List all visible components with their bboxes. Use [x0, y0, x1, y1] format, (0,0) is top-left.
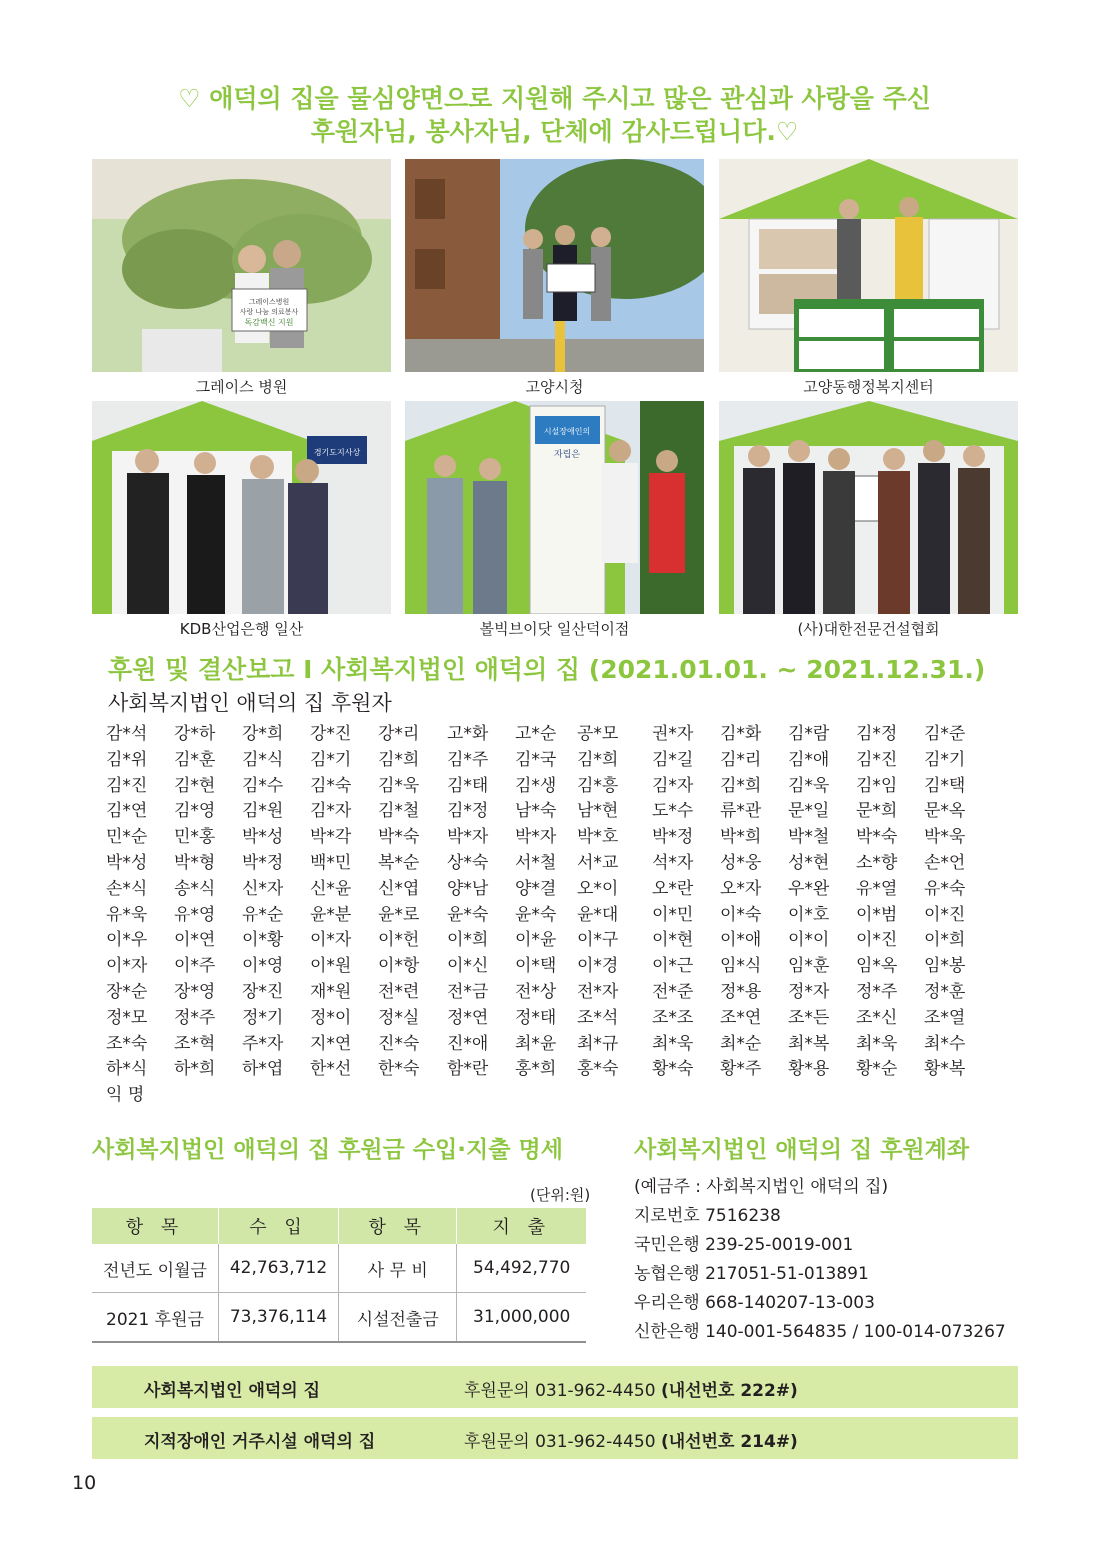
- cell: 2021 후원금: [92, 1293, 218, 1343]
- col-header: 항 목: [339, 1208, 457, 1244]
- donor-name: 정*이: [310, 1007, 352, 1028]
- donor-name: 김*숙: [310, 775, 352, 796]
- donor-name: 윤*분: [310, 904, 352, 925]
- photo-goyang-city-hall: [405, 159, 704, 372]
- donor-name: 조*조: [652, 1007, 694, 1028]
- cell: 73,376,114: [218, 1293, 338, 1343]
- account-line: 농협은행 217051-51-013891: [634, 1264, 869, 1284]
- donor-name: 이*황: [242, 930, 284, 951]
- cell: 31,000,000: [457, 1293, 586, 1343]
- donor-name: 권*자: [652, 724, 694, 744]
- svg-text:시설장애인의: 시설장애인의: [543, 427, 591, 436]
- donor-name: 임*봉: [924, 956, 966, 977]
- donor-name: 김*현: [174, 775, 216, 796]
- contact-org: 지적장애인 거주시설 애덕의 집: [144, 1432, 376, 1452]
- donor-name: 김*람: [788, 724, 830, 744]
- donor-name: 최*수: [924, 1033, 966, 1054]
- donor-name: 윤*로: [378, 904, 420, 925]
- donor-name: 신*윤: [310, 878, 352, 899]
- donor-name: 이*원: [310, 956, 352, 977]
- svg-text:그레이스병원: 그레이스병원: [248, 298, 290, 306]
- donor-name: 박*숙: [856, 827, 898, 848]
- donor-name: 성*웅: [720, 853, 762, 873]
- donor-name: 박*철: [788, 827, 830, 848]
- donor-name: 정*주: [856, 982, 898, 1002]
- donor-name: 황*주: [720, 1059, 762, 1080]
- donor-name: 전*련: [378, 982, 420, 1002]
- donor-name: 상*숙: [447, 853, 489, 873]
- donor-name: 박*자: [515, 827, 557, 848]
- donor-name: 손*언: [924, 853, 966, 873]
- donor-name: 박*자: [447, 827, 489, 848]
- donor-name: 하*엽: [242, 1059, 284, 1080]
- donor-name: 김*주: [447, 749, 489, 770]
- donor-name: 김*영: [174, 801, 216, 822]
- donor-name: 최*욱: [652, 1033, 694, 1054]
- donor-name: 지*연: [310, 1033, 352, 1054]
- svg-text:경기도지사상: 경기도지사상: [313, 448, 361, 457]
- finance-table: [92, 1208, 586, 1343]
- donor-name: 양*남: [447, 878, 489, 899]
- donor-name: 김*태: [447, 775, 489, 796]
- donor-name: 강*리: [378, 724, 420, 744]
- donor-name: 김*진: [856, 749, 898, 770]
- donor-name: 전*금: [447, 982, 489, 1002]
- donor-name: 고*화: [447, 724, 489, 744]
- donor-name: 김*연: [106, 801, 148, 822]
- donor-name: 진*숙: [378, 1033, 420, 1054]
- donor-name: 김*수: [242, 775, 284, 796]
- donor-name: 김*진: [106, 775, 148, 796]
- contact-inquiry: 후원문의 031-962-4450: [464, 1432, 656, 1452]
- donor-name: 재*원: [310, 982, 352, 1002]
- donor-name: 문*희: [856, 801, 898, 822]
- donor-name: 최*윤: [515, 1033, 557, 1054]
- donor-name: 하*식: [106, 1059, 148, 1080]
- donor-name: 이*헌: [378, 930, 420, 951]
- donor-name: 손*식: [106, 878, 148, 899]
- photo-goyang-dong-center: [719, 159, 1018, 372]
- donor-name: 민*홍: [174, 827, 216, 848]
- account-title: 사회복지법인 애덕의 집 후원계좌: [634, 1137, 970, 1163]
- cell: 42,763,712: [218, 1244, 338, 1293]
- donor-name: 전*준: [652, 982, 694, 1002]
- photo-caption: 고양시청: [525, 378, 584, 396]
- donor-name: 이*희: [924, 930, 966, 951]
- donor-name: 감*석: [106, 724, 148, 744]
- donor-name: 김*정: [856, 724, 898, 744]
- donor-name: 이*자: [310, 930, 352, 951]
- donor-name: 김*자: [652, 775, 694, 796]
- donor-name: 오*자: [720, 878, 762, 899]
- donor-name: 전*자: [577, 982, 619, 1002]
- donor-name: 성*현: [788, 853, 830, 873]
- donor-name: 정*실: [378, 1007, 420, 1028]
- donor-name: 김*욱: [788, 775, 830, 796]
- donor-name: 도*수: [652, 801, 694, 822]
- donor-name: 이*숙: [720, 904, 762, 925]
- donor-name: 이*애: [720, 930, 762, 951]
- donor-name: 서*철: [515, 853, 557, 873]
- table-row: [92, 1293, 586, 1343]
- finance-header-row: [92, 1208, 586, 1244]
- donor-name: 김*희: [378, 749, 420, 770]
- donor-name: 김*화: [720, 724, 762, 744]
- donor-name: 남*숙: [515, 801, 557, 822]
- cell: 사 무 비: [339, 1244, 457, 1293]
- donor-name: 오*이: [577, 878, 619, 899]
- donor-name: 이*영: [242, 956, 284, 977]
- donor-name: 홍*희: [515, 1059, 557, 1080]
- photo-kdb-bank: [92, 401, 391, 614]
- donor-name: 김*흥: [577, 775, 619, 796]
- donor-name: 임*훈: [788, 956, 830, 977]
- donor-name: 김*기: [310, 749, 352, 770]
- donor-name: 한*선: [310, 1059, 352, 1080]
- donor-name: 김*생: [515, 775, 557, 796]
- donor-name: 최*순: [720, 1033, 762, 1054]
- unit-label: (단위:원): [530, 1186, 591, 1204]
- contact-extension: (내선번호 222#): [660, 1381, 798, 1401]
- donor-name: 전*상: [515, 982, 557, 1002]
- donor-name: 이*우: [106, 930, 148, 951]
- donor-name: 장*순: [106, 982, 148, 1002]
- donor-name: 석*자: [652, 853, 694, 873]
- donor-name: 이*연: [174, 930, 216, 951]
- table-row: [92, 1244, 586, 1293]
- donor-name: 문*일: [788, 801, 830, 822]
- donor-name: 황*복: [924, 1059, 966, 1080]
- donor-name: 김*훈: [174, 749, 216, 770]
- donor-name: 유*영: [174, 904, 216, 925]
- cell: 전년도 이월금: [92, 1244, 218, 1293]
- contact-bar: [92, 1417, 1018, 1459]
- donor-name: 박*희: [720, 827, 762, 848]
- cell: 시설전출금: [339, 1293, 457, 1343]
- donor-name: 김*국: [515, 749, 557, 770]
- thanks-headline-line1: ♡ 애덕의 집을 물심양면으로 지원해 주시고 많은 관심과 사랑을 주신: [178, 84, 931, 113]
- photo-caption: 볼빅브이닷 일산덕이점: [479, 620, 630, 638]
- donor-name: 김*택: [924, 775, 966, 796]
- contact-inquiry: 후원문의 031-962-4450: [464, 1381, 656, 1401]
- donor-name: 익 명: [106, 1085, 145, 1106]
- photo-construction-association: [719, 401, 1018, 614]
- donor-name: 남*현: [577, 801, 619, 822]
- donor-name: 황*용: [788, 1059, 830, 1080]
- donor-name: 이*경: [577, 956, 619, 977]
- donor-name: 김*임: [856, 775, 898, 796]
- contact-org: 사회복지법인 애덕의 집: [144, 1381, 321, 1401]
- donor-name: 이*신: [447, 956, 489, 977]
- donor-name: 조*든: [788, 1007, 830, 1028]
- donor-list-subtitle: 사회복지법인 애덕의 집 후원자: [108, 691, 392, 715]
- donor-name: 박*욱: [924, 827, 966, 848]
- donor-name: 김*길: [652, 749, 694, 770]
- contact-extension: (내선번호 214#): [660, 1432, 798, 1452]
- finance-title: 사회복지법인 애덕의 집 후원금 수입·지출 명세: [92, 1137, 563, 1163]
- donor-name: 박*정: [242, 853, 284, 873]
- account-line: 우리은행 668-140207-13-003: [634, 1293, 875, 1313]
- donor-name: 박*숙: [378, 827, 420, 848]
- donor-name: 유*욱: [106, 904, 148, 925]
- donor-name: 문*옥: [924, 801, 966, 822]
- donor-name: 김*리: [720, 749, 762, 770]
- col-header: 지 출: [457, 1208, 586, 1244]
- donor-name: 최*복: [788, 1033, 830, 1054]
- donor-name: 강*하: [174, 724, 216, 744]
- donor-name: 강*희: [242, 724, 284, 744]
- photo-caption: 그레이스 병원: [195, 378, 288, 396]
- account-holder: (예금주 : 사회복지법인 애덕의 집): [634, 1177, 889, 1197]
- donor-name: 공*모: [577, 724, 619, 744]
- donor-name: 김*희: [720, 775, 762, 796]
- donor-name: 장*진: [242, 982, 284, 1002]
- donor-name: 류*관: [720, 801, 762, 822]
- donor-name: 조*석: [577, 1007, 619, 1028]
- donor-name: 박*각: [310, 827, 352, 848]
- donor-name: 하*희: [174, 1059, 216, 1080]
- donor-name: 서*교: [577, 853, 619, 873]
- contact-phone: [464, 1427, 798, 1452]
- cell: 54,492,770: [457, 1244, 586, 1293]
- donor-name: 김*욱: [378, 775, 420, 796]
- donor-name: 신*자: [242, 878, 284, 899]
- donor-name: 고*순: [515, 724, 557, 744]
- donor-name: 진*애: [447, 1033, 489, 1054]
- contact-bar: [92, 1366, 1018, 1408]
- donor-name: 조*신: [856, 1007, 898, 1028]
- donor-name: 양*결: [515, 878, 557, 899]
- donor-name: 박*정: [652, 827, 694, 848]
- donor-name: 유*열: [856, 878, 898, 899]
- donor-name: 유*숙: [924, 878, 966, 899]
- photo-grace-hospital: [92, 159, 391, 372]
- donor-name: 민*순: [106, 827, 148, 848]
- donor-name: 황*순: [856, 1059, 898, 1080]
- donor-name: 정*기: [242, 1007, 284, 1028]
- donor-name: 강*진: [310, 724, 352, 744]
- photo-caption: KDB산업은행 일산: [179, 620, 304, 638]
- donor-name: 이*주: [174, 956, 216, 977]
- donor-name: 최*욱: [856, 1033, 898, 1054]
- donor-name: 한*숙: [378, 1059, 420, 1080]
- donor-name: 정*연: [447, 1007, 489, 1028]
- donor-name: 정*태: [515, 1007, 557, 1028]
- donor-name: 이*항: [378, 956, 420, 977]
- donor-name: 박*성: [242, 827, 284, 848]
- donor-name: 조*열: [924, 1007, 966, 1028]
- donor-name: 신*엽: [378, 878, 420, 899]
- account-line: 신한은행 140-001-564835 / 100-014-073267: [634, 1322, 1006, 1342]
- donor-name: 이*호: [788, 904, 830, 925]
- donor-name: 이*희: [447, 930, 489, 951]
- donor-name: 임*옥: [856, 956, 898, 977]
- donor-name: 김*식: [242, 749, 284, 770]
- donor-name: 이*범: [856, 904, 898, 925]
- donor-name: 이*진: [924, 904, 966, 925]
- donor-name: 윤*숙: [447, 904, 489, 925]
- donor-name: 김*정: [447, 801, 489, 822]
- donor-name: 김*애: [788, 749, 830, 770]
- donor-name: 조*숙: [106, 1033, 148, 1054]
- account-line: 지로번호 7516238: [634, 1206, 781, 1226]
- donor-name: 소*향: [856, 853, 898, 873]
- donor-name: 홍*숙: [577, 1059, 619, 1080]
- donor-name: 정*자: [788, 982, 830, 1002]
- donor-name: 정*용: [720, 982, 762, 1002]
- donor-name: 김*위: [106, 749, 148, 770]
- donor-name: 최*규: [577, 1033, 619, 1054]
- donor-name: 장*영: [174, 982, 216, 1002]
- donor-name: 황*숙: [652, 1059, 694, 1080]
- donor-name: 주*자: [242, 1033, 284, 1054]
- donor-name: 복*순: [378, 853, 420, 873]
- col-header: 항 목: [92, 1208, 218, 1244]
- contact-phone: [464, 1376, 798, 1401]
- donor-name: 조*연: [720, 1007, 762, 1028]
- donor-name: 정*모: [106, 1007, 148, 1028]
- donor-name: 이*이: [788, 930, 830, 951]
- donor-name: 함*란: [447, 1059, 489, 1080]
- donor-name: 윤*숙: [515, 904, 557, 925]
- donor-name: 송*식: [174, 878, 216, 899]
- donor-name: 이*자: [106, 956, 148, 977]
- account-line: 국민은행 239-25-0019-001: [634, 1235, 854, 1255]
- donor-name: 박*호: [577, 827, 619, 848]
- donor-name: 김*희: [577, 749, 619, 770]
- donor-name: 이*현: [652, 930, 694, 951]
- photo-caption: (사)대한전문건설협회: [797, 620, 940, 638]
- donor-name: 김*철: [378, 801, 420, 822]
- donor-name: 조*혁: [174, 1033, 216, 1054]
- donor-name: 이*근: [652, 956, 694, 977]
- donor-name: 이*진: [856, 930, 898, 951]
- donor-name: 김*자: [310, 801, 352, 822]
- donor-name: 이*윤: [515, 930, 557, 951]
- photo-volvik: [405, 401, 704, 614]
- donor-name: 김*기: [924, 749, 966, 770]
- donor-name: 이*구: [577, 930, 619, 951]
- donor-name: 김*준: [924, 724, 966, 744]
- donor-name: 우*완: [788, 878, 830, 899]
- svg-text:사랑 나눔 의료봉사: 사랑 나눔 의료봉사: [239, 308, 299, 316]
- report-title: 후원 및 결산보고 I 사회복지법인 애덕의 집 (2021.01.01. ~ 2021.12.31.): [108, 655, 986, 684]
- donor-name: 박*형: [174, 853, 216, 873]
- donor-name: 백*민: [310, 853, 352, 873]
- donor-name: 정*훈: [924, 982, 966, 1002]
- svg-text:자립은: 자립은: [553, 450, 581, 460]
- donor-name: 윤*대: [577, 904, 619, 925]
- thanks-headline-line2: 후원자님, 봉사자님, 단체에 감사드립니다.♡: [310, 117, 799, 146]
- page-number: 10: [72, 1472, 97, 1494]
- donor-name: 김*원: [242, 801, 284, 822]
- photo-caption: 고양동행정복지센터: [803, 378, 934, 396]
- col-header: 수 입: [218, 1208, 338, 1244]
- donor-name: 이*택: [515, 956, 557, 977]
- donor-name: 박*성: [106, 853, 148, 873]
- donor-name: 이*민: [652, 904, 694, 925]
- donor-name: 정*주: [174, 1007, 216, 1028]
- donor-name: 오*란: [652, 878, 694, 899]
- svg-text:독감백신 지원: 독감백신 지원: [244, 318, 294, 327]
- donor-name: 유*순: [242, 904, 284, 925]
- donor-name: 임*식: [720, 956, 762, 977]
